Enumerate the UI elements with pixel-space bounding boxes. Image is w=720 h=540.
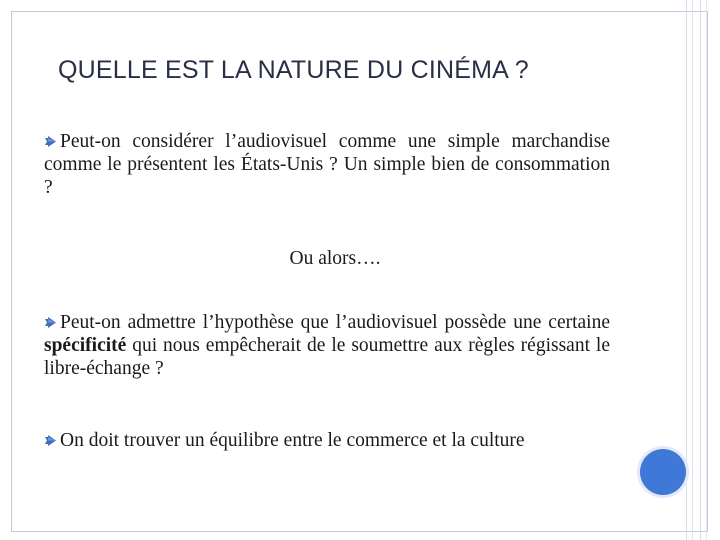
ribbon-bullet-icon xyxy=(44,135,57,148)
decor-line-2 xyxy=(692,0,693,540)
paragraph-2-bold-term: spécificité xyxy=(44,335,127,356)
ribbon-bullet-icon xyxy=(44,316,57,329)
bullet-paragraph-1 xyxy=(44,130,610,199)
paragraph-2-text-after: qui nous empêcherait de le soumettre aux règles régissant le libre-échange ? xyxy=(44,335,610,379)
bullet-paragraph-3 xyxy=(44,429,610,452)
paragraph-3-text: On doit trouver un équilibre entre le commerce et la culture xyxy=(60,430,525,451)
ribbon-bullet-icon xyxy=(44,434,57,447)
blue-circle-decoration xyxy=(640,449,686,495)
decor-line-4 xyxy=(706,0,707,540)
decor-line-1 xyxy=(686,0,687,540)
paragraph-1-text: Peut-on considérer l’audiovisuel comme une simple marchandise comme le présentent les États-Unis ? Un simple bien de consommation ? xyxy=(44,131,610,198)
slide-title: QUELLE EST LA NATURE DU CINÉMA ? xyxy=(58,56,529,84)
bullet-paragraph-2 xyxy=(44,311,610,380)
slide-frame xyxy=(11,11,708,532)
paragraph-2-text-before: Peut-on admettre l’hypothèse que l’audiovisuel possède une certaine xyxy=(60,312,610,333)
decor-line-3 xyxy=(700,0,701,540)
transition-line: Ou alors…. xyxy=(289,248,381,269)
